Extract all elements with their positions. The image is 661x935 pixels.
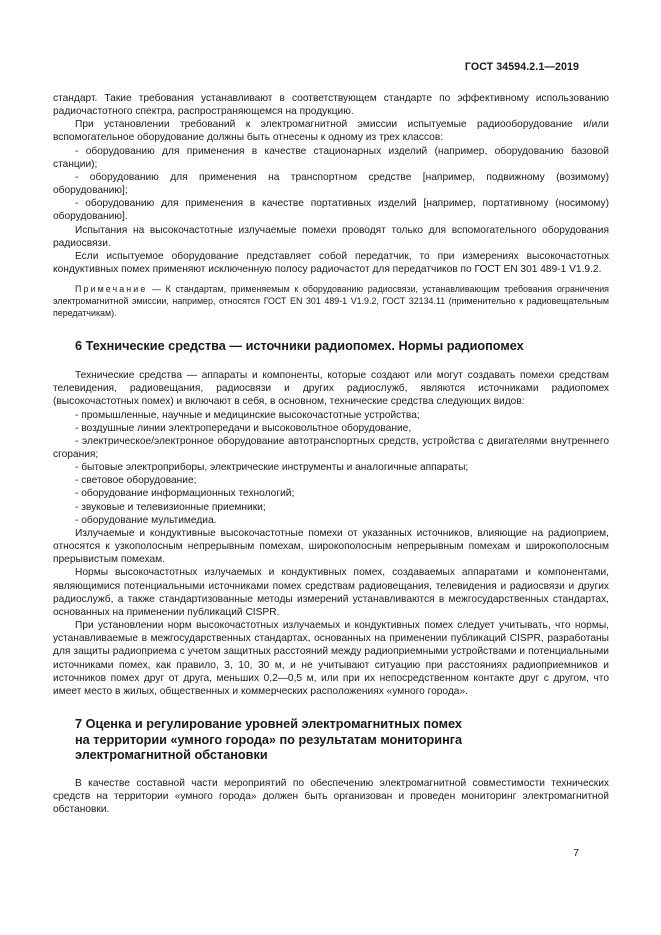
intro-list-item-1: - оборудованию для применения в качестве стационарных изделий (например, оборудованию базовой станции);	[53, 145, 609, 170]
section-6-list-item-1: - промышленные, научные и медицинские высокочастотные устройства;	[75, 409, 420, 421]
note-label: Примечание	[75, 284, 148, 295]
section-6-paragraph-2: Излучаемые и кондуктивные высокочастотные помехи от указанных источников, влияющие на радиоприем, относятся к узкополосным непрерывным помехам, широкополосным непрерывным помехам и широкополосным прерывистым помехам.	[53, 527, 609, 566]
section-6-list-item-4: - бытовые электроприборы, электрические инструменты и аналогичные аппараты;	[75, 462, 469, 474]
section-7-paragraph-1: В качестве составной части мероприятий по обеспечению электромагнитной совместимости технических средств на территории «умного города» должен быть организован и проведен мониторинг электромагнитной обстановки.	[53, 777, 609, 816]
intro-list-item-3: - оборудованию для применения в качестве портативных изделий [например, портативному (носимому) оборудованию].	[53, 198, 609, 223]
intro-paragraph-1: стандарт. Такие требования устанавливают в соответствующем стандарте по эффективному использованию радиочастотного спектра, распространяющемся на продукцию.	[53, 93, 609, 118]
intro-paragraph-3: Испытания на высокочастотные излучаемые помехи проводят только для вспомогательного оборудования радиосвязи.	[53, 224, 609, 249]
note-text: — К стандартам, применяемым к оборудованию радиосвязи, устанавливающим требования ограничения электромагнитной эмиссии, например, относятся ГОСТ EN 301 489-1 V1.9.2, ГОСТ 32134.11 (применительно к радиовещательным передатчикам).	[53, 284, 609, 319]
note	[53, 283, 609, 319]
section-6-list-item-6: - оборудование информационных технологий;	[75, 488, 295, 500]
section-6-paragraph-1: Технические средства — аппараты и компоненты, которые создают или могут создавать помехи средствам телевидения, радиовещания, радиосвязи и других радиослужб, являются источниками радиопомех (высокочастотных помех) и включают в себя, в основном, технические средства следующих видов:	[53, 370, 609, 408]
section-6-paragraph-3: Нормы высокочастотных излучаемых и кондуктивных помех, создаваемых аппаратами и компонентами, являющимися потенциальными источниками помех средствам радиовещания, телевидения и радиосвязи и других радиослужб, а также стандартизованные методы измерений устанавливаются в межгосударственных стандартах, основанных на применении публикаций CISPR.	[53, 567, 609, 618]
section-7-title-line-2: на территории «умного города» по результатам мониторинга	[75, 732, 463, 747]
section-6-list-item-3: - электрическое/электронное оборудование автотранспортных средств, устройства с двигателями внутреннего сгорания;	[53, 435, 609, 460]
section-7-title-line-1: 7 Оценка и регулирование уровней электромагнитных помех	[75, 716, 462, 731]
section-6-list-item-7: - звуковые и телевизионные приемники;	[75, 501, 266, 513]
section-6-list-item-2: - воздушные линии электропередачи и высоковольтное оборудование,	[75, 422, 412, 434]
intro-paragraph-2: При установлении требований к электромагнитной эмиссии испытуемые радиооборудование и/или вспомогательное оборудование должны быть отнесены к одному из трех классов:	[53, 119, 609, 144]
intro-paragraph-4: Если испытуемое оборудование представляет собой передатчик, то при измерениях высокочастотных кондуктивных помех применяют исключенную полосу радиочастот для передатчиков по ГОСТ EN 301 489-1 V1.9.2.	[53, 250, 609, 276]
section-7-title	[53, 717, 609, 764]
page-number: 7	[573, 848, 579, 859]
section-7-title-line-3: электромагнитной обстановки	[75, 748, 268, 763]
section-6-list-item-5: - световое оборудование;	[75, 475, 197, 487]
section-6-list-item-8: - оборудование мультимедиа.	[75, 514, 217, 526]
section-6-title: 6 Технические средства — источники радиопомех. Нормы радиопомех	[75, 339, 524, 354]
page-content	[53, 92, 609, 816]
intro-list-item-2: - оборудованию для применения на транспортном средстве [например, подвижному (возимому) оборудованию];	[53, 171, 609, 197]
document-code: ГОСТ 34594.2.1—2019	[464, 61, 579, 73]
section-6-paragraph-4: При установлении норм высокочастотных излучаемых и кондуктивных помех следует учитывать, что нормы, устанавливаемые в межгосударственных стандартах, основанных на применении публикаций CISPR, разработаны для защиты радиоприема с учетом защитных расстояний между радиоприемными устройствами и потенциальными источниками помех, как правило, 3, 10, 30 м, и не учитывают ситуацию при расстояниях радиоприемников и источников помех друг от друга, меньших 0,2—0,5 м, или при их непосредственном контакте друг с другом, что имеет место в жилых, общественных и коммерческих расположениях «умного города».	[53, 620, 609, 697]
